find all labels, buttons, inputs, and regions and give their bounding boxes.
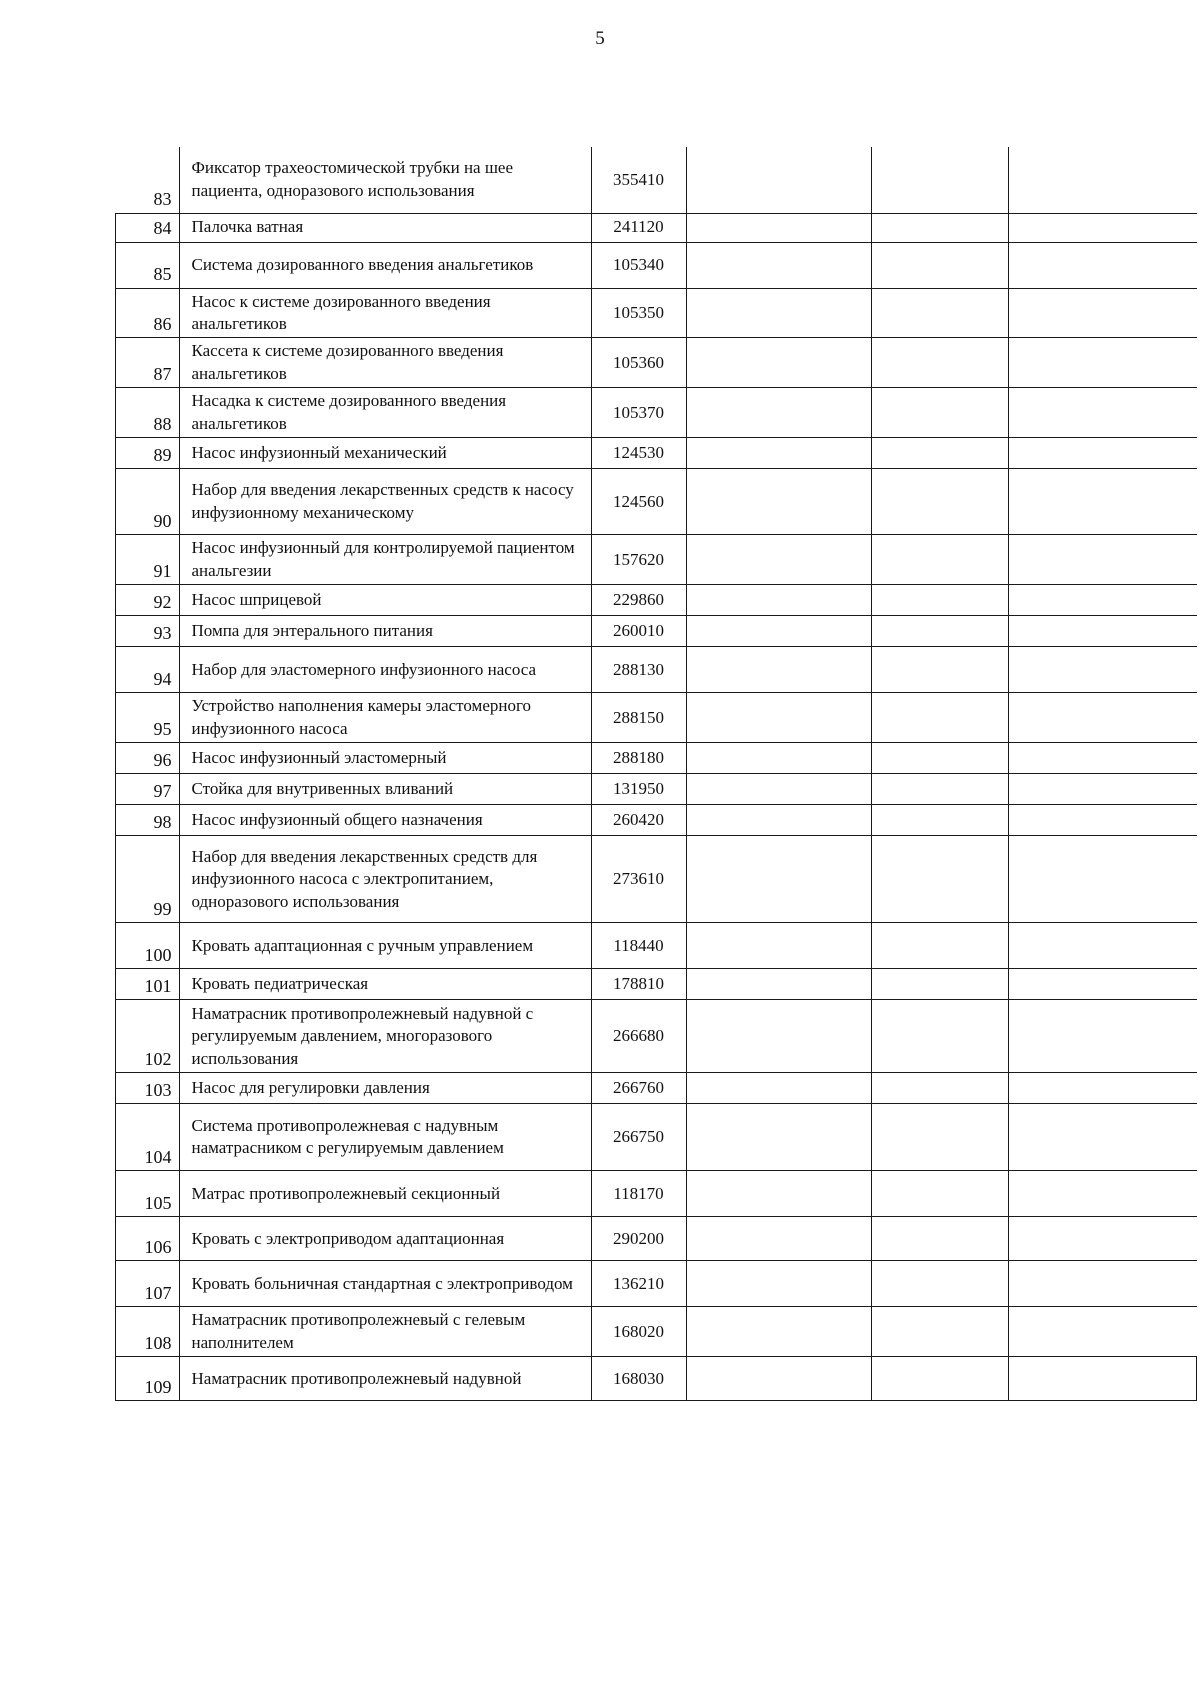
empty-cell	[1008, 585, 1197, 616]
device-name: Насос инфузионный для контролируемой пациентом анальгезии	[179, 535, 591, 585]
empty-cell	[686, 616, 871, 647]
device-code: 266750	[591, 1104, 686, 1171]
table-row	[116, 438, 1197, 469]
empty-cell	[686, 923, 871, 969]
empty-cell	[1008, 969, 1197, 1000]
empty-cell	[686, 147, 871, 213]
table-row	[116, 647, 1197, 693]
empty-cell	[1008, 1171, 1197, 1217]
device-code: 178810	[591, 969, 686, 1000]
device-code: 355410	[591, 147, 686, 213]
empty-cell	[1008, 1261, 1197, 1307]
table-row	[116, 1000, 1197, 1073]
table-row	[116, 1357, 1197, 1401]
empty-cell	[871, 535, 1008, 585]
device-name: Насадка к системе дозированного введения анальгетиков	[179, 388, 591, 438]
empty-cell	[871, 388, 1008, 438]
device-name: Наматрасник противопролежневый с гелевым наполнителем	[179, 1307, 591, 1357]
table-row	[116, 242, 1197, 288]
empty-cell	[871, 242, 1008, 288]
empty-cell	[1008, 693, 1197, 743]
table-row	[116, 1217, 1197, 1261]
empty-cell	[871, 743, 1008, 774]
empty-cell	[686, 1357, 871, 1401]
row-number: 91	[116, 535, 180, 585]
table-row	[116, 1261, 1197, 1307]
empty-cell	[686, 213, 871, 242]
empty-cell	[871, 805, 1008, 836]
empty-cell	[686, 1104, 871, 1171]
table-row	[116, 469, 1197, 535]
device-name: Насос для регулировки давления	[179, 1073, 591, 1104]
device-name: Насос инфузионный механический	[179, 438, 591, 469]
table-row	[116, 969, 1197, 1000]
empty-cell	[686, 969, 871, 1000]
table-row	[116, 388, 1197, 438]
row-number: 95	[116, 693, 180, 743]
empty-cell	[1008, 213, 1197, 242]
device-name: Стойка для внутривенных вливаний	[179, 774, 591, 805]
row-number: 98	[116, 805, 180, 836]
empty-cell	[871, 647, 1008, 693]
empty-cell	[686, 774, 871, 805]
empty-cell	[1008, 535, 1197, 585]
empty-cell	[1008, 242, 1197, 288]
device-code: 118440	[591, 923, 686, 969]
empty-cell	[1008, 438, 1197, 469]
table-row	[116, 338, 1197, 388]
table-row	[116, 923, 1197, 969]
device-code: 105370	[591, 388, 686, 438]
row-number: 96	[116, 743, 180, 774]
row-number: 90	[116, 469, 180, 535]
device-name: Помпа для энтерального питания	[179, 616, 591, 647]
table-row	[116, 535, 1197, 585]
row-number: 99	[116, 836, 180, 923]
empty-cell	[686, 288, 871, 338]
empty-cell	[1008, 647, 1197, 693]
empty-cell	[1008, 469, 1197, 535]
device-name: Наматрасник противопролежневый надувной	[179, 1357, 591, 1401]
empty-cell	[686, 1261, 871, 1307]
table-body	[116, 147, 1197, 1401]
device-name: Насос шприцевой	[179, 585, 591, 616]
device-code: 136210	[591, 1261, 686, 1307]
empty-cell	[686, 388, 871, 438]
empty-cell	[871, 1171, 1008, 1217]
empty-cell	[871, 469, 1008, 535]
row-number: 83	[116, 147, 180, 213]
device-code: 157620	[591, 535, 686, 585]
empty-cell	[871, 1217, 1008, 1261]
empty-cell	[686, 743, 871, 774]
device-code: 288180	[591, 743, 686, 774]
table-row	[116, 213, 1197, 242]
empty-cell	[871, 1357, 1008, 1401]
device-code: 131950	[591, 774, 686, 805]
table-row	[116, 616, 1197, 647]
row-number: 109	[116, 1357, 180, 1401]
table-row	[116, 1073, 1197, 1104]
empty-cell	[1008, 1104, 1197, 1171]
device-name: Кассета к системе дозированного введения анальгетиков	[179, 338, 591, 388]
device-name: Набор для введения лекарственных средств для инфузионного насоса с электропитанием, одноразового использования	[179, 836, 591, 923]
device-name: Фиксатор трахеостомической трубки на шее пациента, одноразового использования	[179, 147, 591, 213]
device-code: 266760	[591, 1073, 686, 1104]
empty-cell	[686, 1171, 871, 1217]
device-code: 260420	[591, 805, 686, 836]
device-name: Устройство наполнения камеры эластомерного инфузионного насоса	[179, 693, 591, 743]
empty-cell	[1008, 388, 1197, 438]
table-row	[116, 1171, 1197, 1217]
table-row	[116, 743, 1197, 774]
row-number: 85	[116, 242, 180, 288]
device-code: 168020	[591, 1307, 686, 1357]
empty-cell	[686, 1000, 871, 1073]
empty-cell	[871, 147, 1008, 213]
row-number: 84	[116, 213, 180, 242]
empty-cell	[871, 1000, 1008, 1073]
device-code: 290200	[591, 1217, 686, 1261]
device-name: Кровать с электроприводом адаптационная	[179, 1217, 591, 1261]
device-code: 124530	[591, 438, 686, 469]
device-name: Кровать больничная стандартная с электроприводом	[179, 1261, 591, 1307]
row-number: 106	[116, 1217, 180, 1261]
row-number: 87	[116, 338, 180, 388]
device-name: Система дозированного введения анальгетиков	[179, 242, 591, 288]
row-number: 101	[116, 969, 180, 1000]
device-name: Набор для введения лекарственных средств к насосу инфузионному механическому	[179, 469, 591, 535]
device-code: 229860	[591, 585, 686, 616]
empty-cell	[1008, 805, 1197, 836]
device-code: 241120	[591, 213, 686, 242]
row-number: 88	[116, 388, 180, 438]
device-code: 118170	[591, 1171, 686, 1217]
empty-cell	[686, 1073, 871, 1104]
empty-cell	[871, 693, 1008, 743]
empty-cell	[871, 288, 1008, 338]
empty-cell	[871, 616, 1008, 647]
empty-cell	[686, 585, 871, 616]
empty-cell	[686, 836, 871, 923]
device-code: 105350	[591, 288, 686, 338]
row-number: 97	[116, 774, 180, 805]
empty-cell	[1008, 1073, 1197, 1104]
row-number: 102	[116, 1000, 180, 1073]
empty-cell	[1008, 147, 1197, 213]
table-row	[116, 805, 1197, 836]
empty-cell	[686, 1307, 871, 1357]
empty-cell	[871, 1104, 1008, 1171]
device-name: Насос к системе дозированного введения анальгетиков	[179, 288, 591, 338]
row-number: 93	[116, 616, 180, 647]
empty-cell	[1008, 288, 1197, 338]
empty-cell	[1008, 1217, 1197, 1261]
device-code: 273610	[591, 836, 686, 923]
row-number: 86	[116, 288, 180, 338]
empty-cell	[871, 774, 1008, 805]
empty-cell	[686, 535, 871, 585]
device-name: Насос инфузионный эластомерный	[179, 743, 591, 774]
empty-cell	[686, 1217, 871, 1261]
empty-cell	[871, 1261, 1008, 1307]
empty-cell	[871, 1073, 1008, 1104]
device-name: Система противопролежневая с надувным наматрасником с регулируемым давлением	[179, 1104, 591, 1171]
row-number: 107	[116, 1261, 180, 1307]
empty-cell	[1008, 774, 1197, 805]
empty-cell	[871, 969, 1008, 1000]
empty-cell	[686, 338, 871, 388]
empty-cell	[871, 213, 1008, 242]
empty-cell	[1008, 1307, 1197, 1357]
device-code: 260010	[591, 616, 686, 647]
empty-cell	[686, 805, 871, 836]
row-number: 103	[116, 1073, 180, 1104]
empty-cell	[1008, 616, 1197, 647]
empty-cell	[1008, 1000, 1197, 1073]
device-code: 105340	[591, 242, 686, 288]
device-name: Наматрасник противопролежневый надувной с регулируемым давлением, многоразового использования	[179, 1000, 591, 1073]
row-number: 108	[116, 1307, 180, 1357]
empty-cell	[1008, 836, 1197, 923]
table-row	[116, 1104, 1197, 1171]
table-row	[116, 774, 1197, 805]
row-number: 104	[116, 1104, 180, 1171]
table-row	[116, 836, 1197, 923]
empty-cell	[686, 693, 871, 743]
table-row	[116, 288, 1197, 338]
empty-cell	[686, 647, 871, 693]
row-number: 89	[116, 438, 180, 469]
empty-cell	[686, 242, 871, 288]
table-row	[116, 585, 1197, 616]
table-row	[116, 693, 1197, 743]
empty-cell	[1008, 923, 1197, 969]
empty-cell	[871, 836, 1008, 923]
device-code: 124560	[591, 469, 686, 535]
empty-cell	[686, 469, 871, 535]
empty-cell	[871, 585, 1008, 616]
empty-cell	[871, 338, 1008, 388]
empty-cell	[1008, 743, 1197, 774]
device-code: 266680	[591, 1000, 686, 1073]
row-number: 92	[116, 585, 180, 616]
row-number: 105	[116, 1171, 180, 1217]
device-name: Кровать педиатрическая	[179, 969, 591, 1000]
device-code: 288130	[591, 647, 686, 693]
row-number: 94	[116, 647, 180, 693]
device-code: 168030	[591, 1357, 686, 1401]
medical-devices-table	[115, 147, 1197, 1401]
empty-cell	[871, 1307, 1008, 1357]
device-name: Кровать адаптационная с ручным управлением	[179, 923, 591, 969]
page-number: 5	[595, 28, 605, 49]
device-name: Матрас противопролежневый секционный	[179, 1171, 591, 1217]
row-number: 100	[116, 923, 180, 969]
empty-cell	[1008, 1357, 1197, 1401]
table-row	[116, 147, 1197, 213]
empty-cell	[871, 923, 1008, 969]
device-name: Насос инфузионный общего назначения	[179, 805, 591, 836]
empty-cell	[871, 438, 1008, 469]
device-code: 105360	[591, 338, 686, 388]
empty-cell	[686, 438, 871, 469]
empty-cell	[1008, 338, 1197, 388]
device-code: 288150	[591, 693, 686, 743]
table-row	[116, 1307, 1197, 1357]
device-name: Палочка ватная	[179, 213, 591, 242]
device-name: Набор для эластомерного инфузионного насоса	[179, 647, 591, 693]
